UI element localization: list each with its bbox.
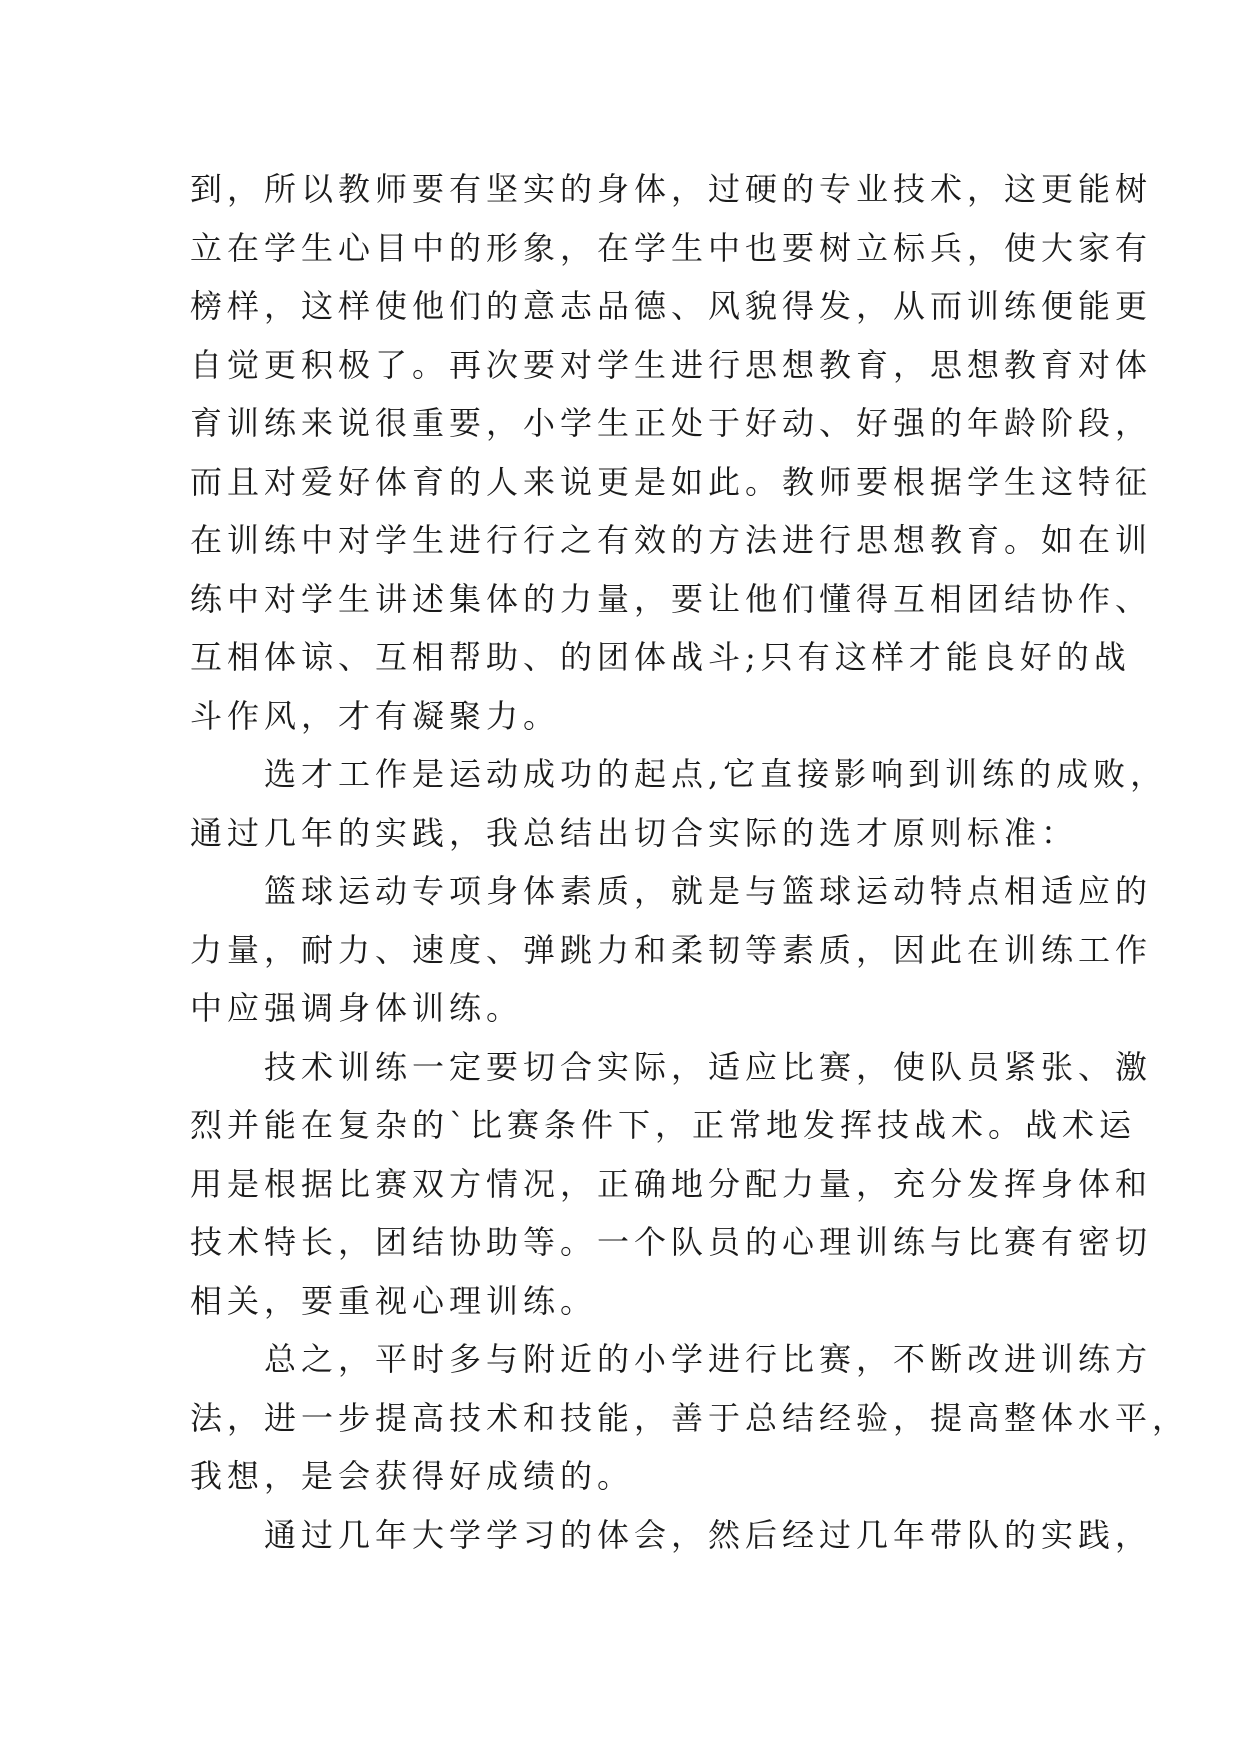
text-line: 法，进一步提高技术和技能，善于总结经验，提高整体水平， bbox=[190, 1398, 1190, 1437]
text-line: 技术特长，团结协助等。一个队员的心理训练与比赛有密切 bbox=[190, 1223, 1153, 1261]
text-line: 中应强调身体训练。 bbox=[190, 989, 524, 1027]
text-line: 斗作风，才有凝聚力。 bbox=[190, 696, 561, 735]
text-line: 在训练中对学生进行行之有效的方法进行思想教育。如在训 bbox=[190, 521, 1153, 559]
text-line: 篮球运动专项身体素质，就是与篮球运动特点相适应的 bbox=[190, 872, 1153, 910]
text-line: 力量，耐力、速度、弹跳力和柔韧等素质，因此在训练工作 bbox=[190, 930, 1153, 969]
text-line: 练中对学生讲述集体的力量，要让他们懂得互相团结协作、 bbox=[190, 579, 1153, 618]
text-line: 而且对爱好体育的人来说更是如此。教师要根据学生这特征 bbox=[190, 462, 1153, 501]
text-line: 通过几年的实践，我总结出切合实际的选才原则标准： bbox=[190, 813, 1079, 852]
text-line: 育训练来说很重要，小学生正处于好动、好强的年龄阶段， bbox=[190, 404, 1153, 442]
text-line: 互相体谅、互相帮助、的团体战斗;只有这样才能良好的战 bbox=[190, 638, 1131, 676]
body-text bbox=[190, 160, 1190, 1564]
text-line: 用是根据比赛双方情况，正确地分配力量，充分发挥身体和 bbox=[190, 1164, 1153, 1203]
text-line: 选才工作是运动成功的起点,它直接影响到训练的成败， bbox=[190, 755, 1168, 793]
text-line: 我想，是会获得好成绩的。 bbox=[190, 1457, 635, 1495]
text-line: 通过几年大学学习的体会，然后经过几年带队的实践， bbox=[190, 1515, 1153, 1554]
text-line: 烈并能在复杂的`比赛条件下，正常地发挥技战术。战术运 bbox=[190, 1106, 1137, 1144]
text-line: 相关，要重视心理训练。 bbox=[190, 1281, 598, 1320]
text-line: 立在学生心目中的形象，在学生中也要树立标兵，使大家有 bbox=[190, 228, 1153, 267]
text-line: 榜样，这样使他们的意志品德、风貌得发，从而训练便能更 bbox=[190, 287, 1153, 325]
text-line: 自觉更积极了。再次要对学生进行思想教育，思想教育对体 bbox=[190, 345, 1153, 384]
text-line: 总之，平时多与附近的小学进行比赛，不断改进训练方 bbox=[190, 1340, 1153, 1378]
text-line: 技术训练一定要切合实际，适应比赛，使队员紧张、激 bbox=[190, 1047, 1153, 1086]
text-line: 到，所以教师要有坚实的身体，过硬的专业技术，这更能树 bbox=[190, 170, 1153, 208]
